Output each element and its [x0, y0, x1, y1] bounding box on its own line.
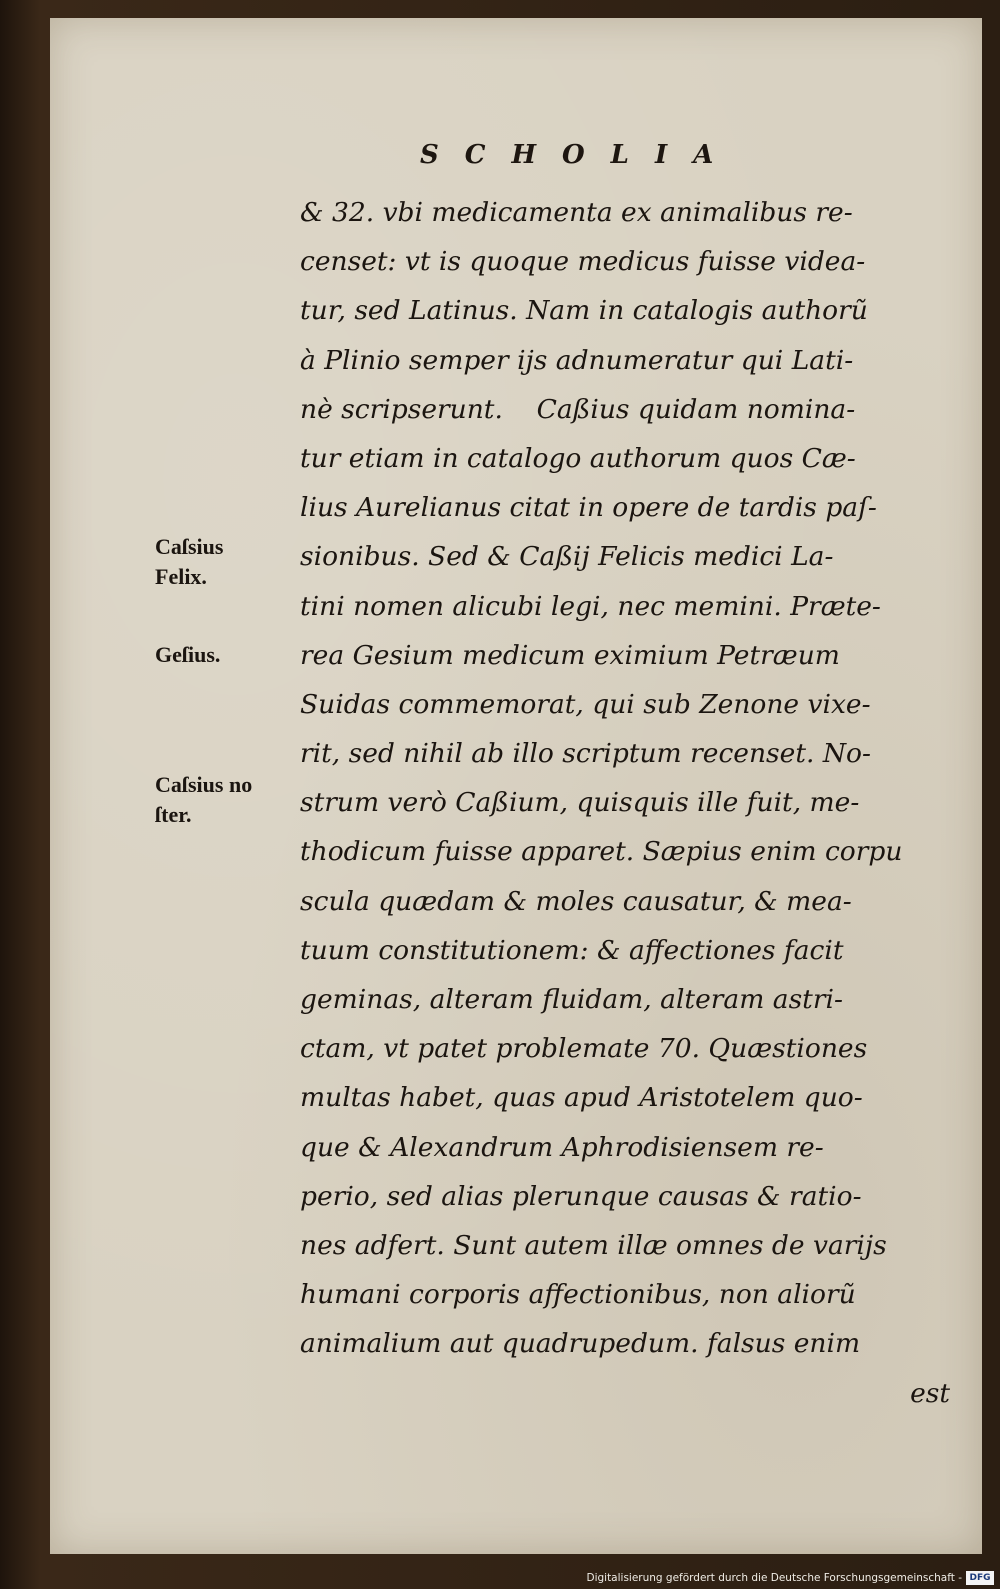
- main-text: [300, 188, 960, 1418]
- footer-text: Digitalisierung gefördert durch die Deutsche Forschungsgemeinschaft -: [586, 1572, 962, 1584]
- text-line-13: strum verò Caßium, quisquis ille fuit, me-: [300, 787, 860, 819]
- text-line-10: rea Gesium medicum eximium Petræum: [300, 639, 840, 671]
- margin-note-line: Felix.: [155, 564, 207, 589]
- text-line-9: tini nomen alicubi legi, nec memini. Præte-: [300, 590, 881, 622]
- text-line-5: nè scripserunt. Caßius quidam nomina-: [300, 393, 856, 425]
- text-line-19: multas habet, quas apud Aristotelem quo-: [300, 1082, 863, 1114]
- text-line-14: thodicum fuisse apparet. Sæpius enim corpu: [300, 836, 903, 868]
- text-line-20: que & Alexandrum Aphrodisiensem re-: [300, 1131, 824, 1163]
- margin-note-line: ſter.: [155, 802, 192, 827]
- text-line-7: lius Aurelianus citat in opere de tardis paſ-: [300, 492, 877, 524]
- text-line-11: Suidas commemorat, qui sub Zenone vixe-: [300, 688, 871, 720]
- text-line-6: tur etiam in catalogo authorum quos Cæ-: [300, 442, 856, 474]
- text-line-18: ctam, vt patet problemate 70. Quæstiones: [300, 1033, 868, 1065]
- text-line-8: sionibus. Sed & Caßij Felicis medici La-: [300, 541, 834, 573]
- text-line-16: tuum constitutionem: & affectiones facit: [300, 934, 844, 966]
- catchword: est: [910, 1377, 950, 1409]
- text-line-12: rit, sed nihil ab illo scriptum recenset. No-: [300, 738, 871, 770]
- digitization-footer: [586, 1571, 994, 1585]
- text-line-1: & 32. vbi medicamenta ex animalibus re-: [300, 197, 853, 228]
- margin-note-cassius-felix: [155, 532, 223, 592]
- margin-note-line: Caſsius: [155, 534, 224, 559]
- text-line-3: tur, sed Latinus. Nam in catalogis authorũ: [300, 295, 868, 327]
- text-line-17: geminas, alteram fluidam, alteram astri-: [300, 984, 843, 1015]
- text-line-2: censet: vt is quoque medicus fuisse videa-: [300, 246, 866, 278]
- text-line-21: perio, sed alias plerunque causas & ratio-: [300, 1180, 862, 1212]
- margin-note-line: Caſsius no: [155, 772, 253, 797]
- text-line-24: animalium aut quadrupedum. falsus enim: [300, 1328, 861, 1360]
- margin-note-cassius-noster: [155, 770, 252, 830]
- text-line-22: nes adfert. Sunt autem illæ omnes de varijs: [300, 1229, 887, 1261]
- margin-note-line: Geſius.: [155, 642, 221, 667]
- dfg-logo-icon: DFG: [966, 1571, 994, 1585]
- text-line-15: scula quædam & moles causatur, & mea-: [300, 885, 852, 917]
- text-line-4: à Plinio semper ijs adnumeratur qui Lati-: [300, 344, 854, 376]
- running-head: SCHOLIA: [420, 140, 740, 170]
- margin-note-gesius: [155, 640, 220, 670]
- text-line-23: humani corporis affectionibus, non aliorũ: [300, 1279, 856, 1311]
